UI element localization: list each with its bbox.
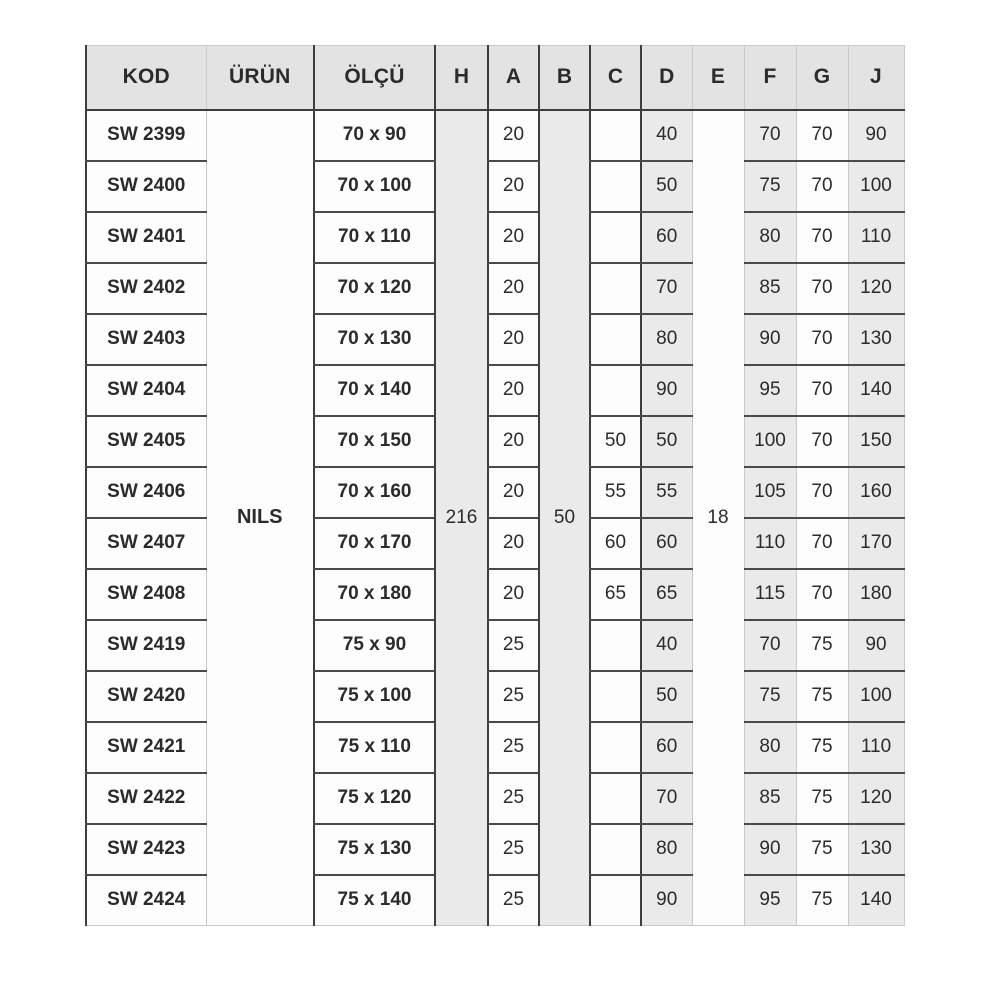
cell-c [590,824,641,875]
cell-olcu: 70 x 150 [314,416,435,467]
cell-d: 60 [641,518,692,569]
cell-olcu: 70 x 120 [314,263,435,314]
column-header-urun: ÜRÜN [206,46,314,110]
cell-a: 25 [488,875,539,926]
cell-j: 160 [848,467,904,518]
cell-j: 90 [848,620,904,671]
merged-cell-urun: NILS [206,110,314,926]
cell-a: 25 [488,824,539,875]
cell-a: 20 [488,467,539,518]
cell-j: 100 [848,671,904,722]
cell-f: 75 [744,161,796,212]
cell-a: 25 [488,671,539,722]
cell-d: 60 [641,212,692,263]
cell-kod: SW 2399 [86,110,206,161]
cell-d: 65 [641,569,692,620]
cell-c [590,161,641,212]
cell-j: 130 [848,314,904,365]
column-header-b: B [539,46,590,110]
cell-g: 70 [796,365,848,416]
cell-a: 20 [488,569,539,620]
cell-olcu: 70 x 90 [314,110,435,161]
cell-g: 75 [796,875,848,926]
cell-kod: SW 2407 [86,518,206,569]
cell-f: 115 [744,569,796,620]
dimension-table [85,45,905,926]
cell-g: 70 [796,212,848,263]
cell-olcu: 70 x 110 [314,212,435,263]
cell-f: 105 [744,467,796,518]
cell-g: 70 [796,569,848,620]
cell-olcu: 75 x 140 [314,875,435,926]
cell-olcu: 70 x 140 [314,365,435,416]
cell-c [590,671,641,722]
cell-olcu: 75 x 100 [314,671,435,722]
cell-g: 75 [796,824,848,875]
cell-j: 120 [848,263,904,314]
merged-cell-b: 50 [539,110,590,926]
cell-a: 25 [488,620,539,671]
merged-cell-h: 216 [435,110,488,926]
cell-c [590,212,641,263]
cell-kod: SW 2408 [86,569,206,620]
cell-kod: SW 2402 [86,263,206,314]
cell-a: 20 [488,365,539,416]
cell-a: 20 [488,518,539,569]
cell-c [590,110,641,161]
cell-d: 40 [641,620,692,671]
cell-f: 80 [744,212,796,263]
cell-c [590,620,641,671]
merged-cell-e: 18 [692,110,744,926]
cell-kod: SW 2422 [86,773,206,824]
cell-d: 50 [641,416,692,467]
cell-d: 70 [641,773,692,824]
cell-f: 100 [744,416,796,467]
cell-d: 60 [641,722,692,773]
cell-d: 50 [641,671,692,722]
column-header-e: E [692,46,744,110]
cell-g: 75 [796,671,848,722]
cell-olcu: 75 x 130 [314,824,435,875]
cell-g: 70 [796,314,848,365]
cell-olcu: 75 x 90 [314,620,435,671]
cell-f: 110 [744,518,796,569]
cell-d: 50 [641,161,692,212]
cell-c: 55 [590,467,641,518]
cell-kod: SW 2406 [86,467,206,518]
cell-f: 95 [744,365,796,416]
cell-f: 90 [744,824,796,875]
cell-f: 70 [744,110,796,161]
cell-g: 75 [796,620,848,671]
cell-d: 70 [641,263,692,314]
cell-olcu: 70 x 160 [314,467,435,518]
cell-olcu: 75 x 110 [314,722,435,773]
cell-f: 75 [744,671,796,722]
cell-j: 170 [848,518,904,569]
cell-j: 110 [848,722,904,773]
cell-f: 95 [744,875,796,926]
cell-g: 75 [796,773,848,824]
cell-d: 80 [641,824,692,875]
cell-g: 70 [796,467,848,518]
cell-kod: SW 2405 [86,416,206,467]
cell-g: 70 [796,416,848,467]
cell-olcu: 70 x 130 [314,314,435,365]
table-row [86,110,904,161]
column-header-g: G [796,46,848,110]
cell-olcu: 75 x 120 [314,773,435,824]
cell-g: 75 [796,722,848,773]
cell-a: 20 [488,161,539,212]
cell-j: 140 [848,875,904,926]
cell-g: 70 [796,263,848,314]
column-header-olcu: ÖLÇÜ [314,46,435,110]
cell-c [590,875,641,926]
cell-olcu: 70 x 170 [314,518,435,569]
cell-f: 85 [744,773,796,824]
cell-c [590,314,641,365]
cell-j: 90 [848,110,904,161]
cell-g: 70 [796,110,848,161]
cell-c [590,722,641,773]
cell-kod: SW 2403 [86,314,206,365]
cell-a: 20 [488,314,539,365]
cell-j: 150 [848,416,904,467]
cell-kod: SW 2401 [86,212,206,263]
cell-kod: SW 2400 [86,161,206,212]
cell-a: 20 [488,263,539,314]
cell-a: 20 [488,416,539,467]
cell-f: 85 [744,263,796,314]
cell-a: 25 [488,773,539,824]
cell-kod: SW 2424 [86,875,206,926]
cell-c [590,263,641,314]
cell-olcu: 70 x 100 [314,161,435,212]
cell-j: 100 [848,161,904,212]
product-spec-table [85,45,905,926]
column-header-c: C [590,46,641,110]
cell-j: 110 [848,212,904,263]
cell-d: 90 [641,365,692,416]
cell-kod: SW 2419 [86,620,206,671]
cell-f: 70 [744,620,796,671]
cell-j: 140 [848,365,904,416]
column-header-d: D [641,46,692,110]
cell-a: 20 [488,110,539,161]
cell-f: 90 [744,314,796,365]
cell-d: 80 [641,314,692,365]
cell-g: 70 [796,518,848,569]
cell-kod: SW 2420 [86,671,206,722]
cell-c: 65 [590,569,641,620]
cell-j: 130 [848,824,904,875]
column-header-h: H [435,46,488,110]
cell-d: 40 [641,110,692,161]
cell-c: 60 [590,518,641,569]
header-row [86,46,904,110]
cell-olcu: 70 x 180 [314,569,435,620]
cell-a: 25 [488,722,539,773]
column-header-a: A [488,46,539,110]
cell-d: 90 [641,875,692,926]
cell-c [590,365,641,416]
cell-a: 20 [488,212,539,263]
cell-d: 55 [641,467,692,518]
column-header-f: F [744,46,796,110]
cell-f: 80 [744,722,796,773]
cell-kod: SW 2423 [86,824,206,875]
cell-g: 70 [796,161,848,212]
column-header-j: J [848,46,904,110]
cell-j: 180 [848,569,904,620]
cell-j: 120 [848,773,904,824]
cell-c [590,773,641,824]
cell-c: 50 [590,416,641,467]
cell-kod: SW 2404 [86,365,206,416]
table-body [86,110,904,926]
cell-kod: SW 2421 [86,722,206,773]
column-header-kod: KOD [86,46,206,110]
